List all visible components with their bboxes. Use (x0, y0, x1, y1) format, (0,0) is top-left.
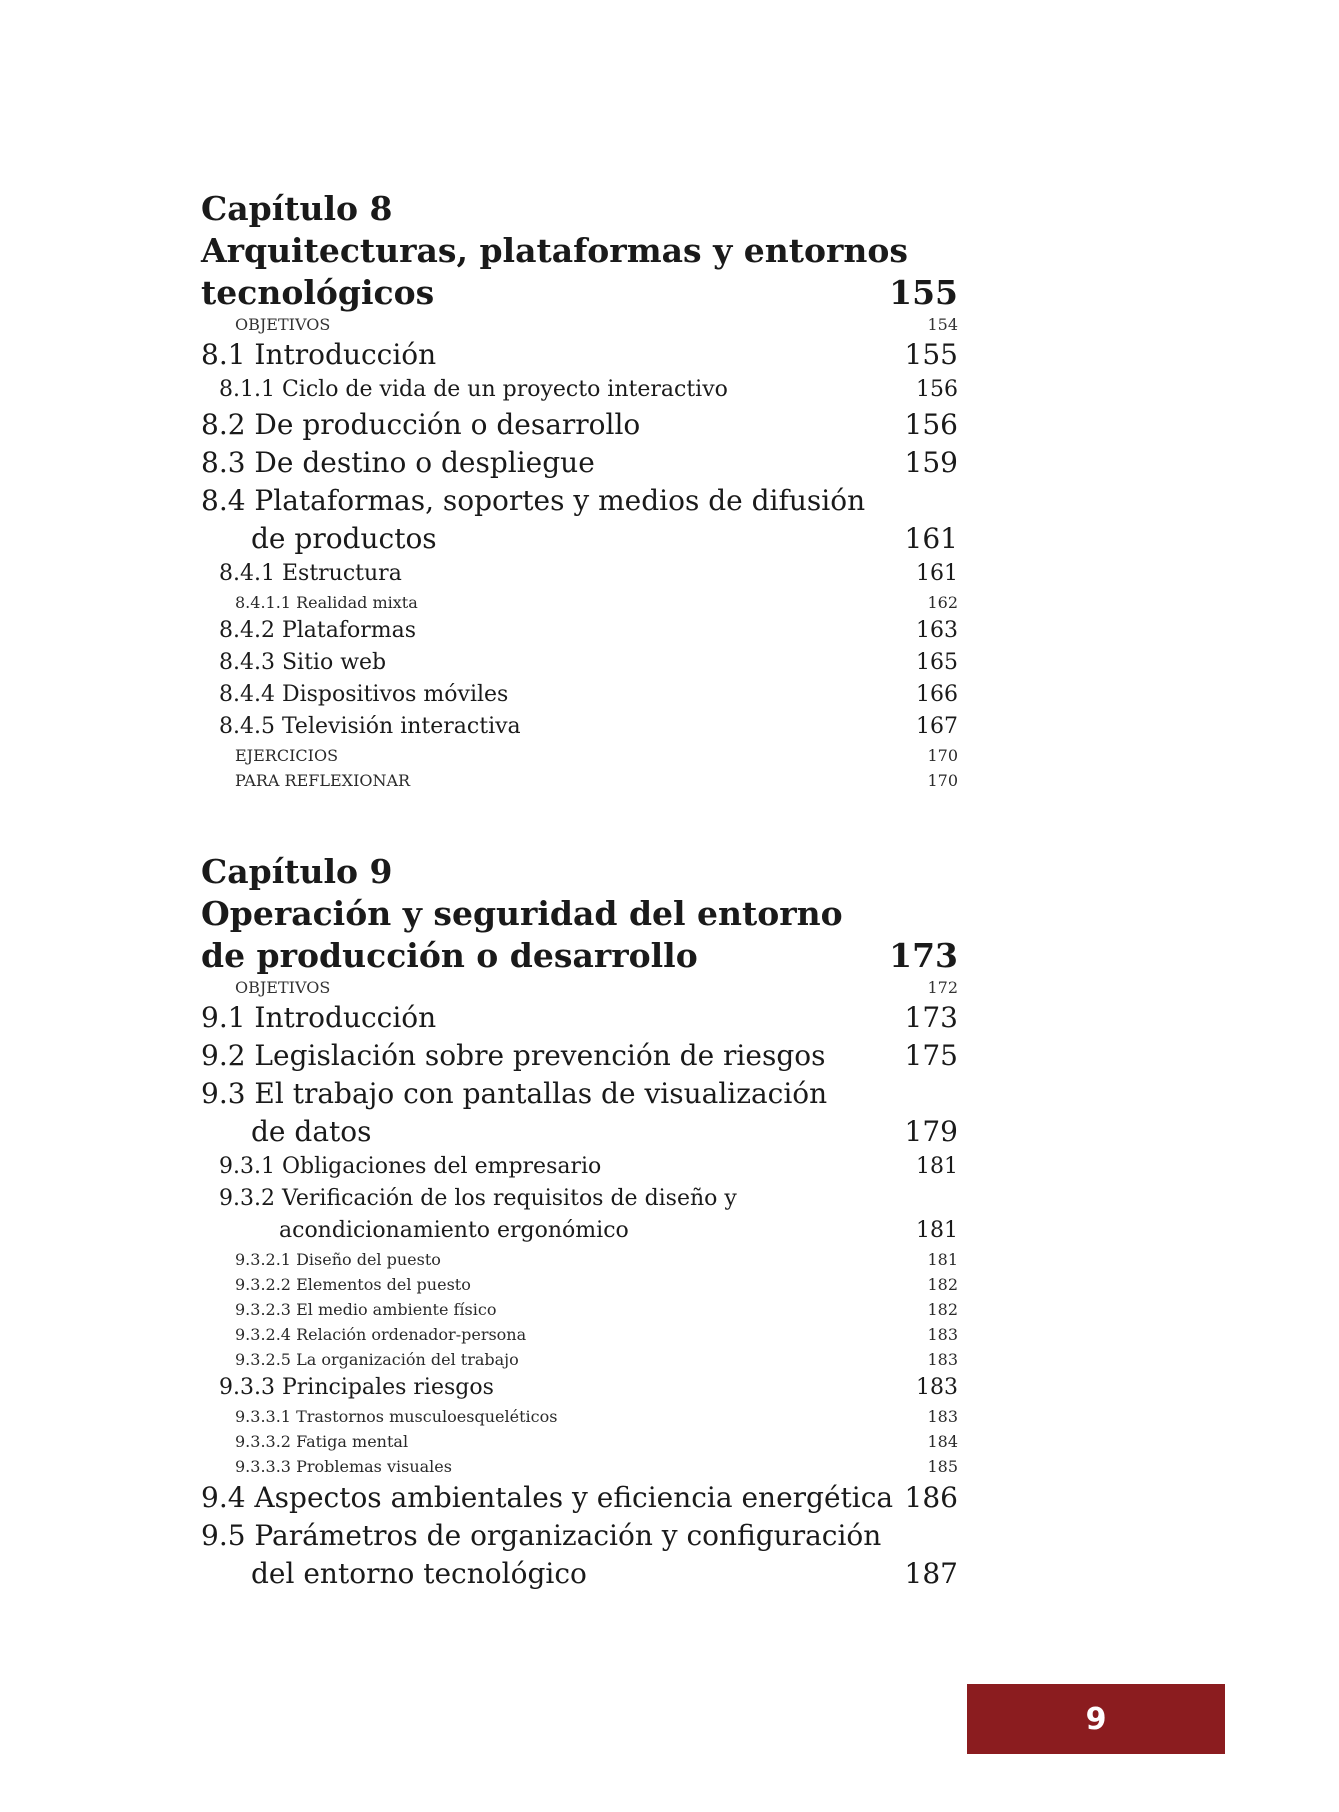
entry-title: 8.2 De producción o desarrollo (201, 408, 641, 441)
toc-entry[interactable] (201, 1247, 958, 1272)
entry-title: de productos (251, 522, 437, 555)
chapter-section (201, 188, 958, 793)
entry-title: 9.3.2.3 El medio ambiente físico (235, 1300, 497, 1319)
entry-page: 184 (927, 1432, 958, 1451)
toc-entry[interactable] (201, 999, 958, 1037)
chapter-label: Capítulo 8 (201, 189, 393, 228)
entry-page: 187 (904, 1557, 958, 1590)
entry-page: 183 (927, 1350, 958, 1369)
entry-title: del entorno tecnológico (251, 1557, 587, 1590)
entry-page: 181 (916, 1154, 958, 1179)
entry-page: 183 (916, 1375, 958, 1400)
entry-title: PARA REFLEXIONAR (235, 771, 411, 790)
entry-title: 9.3.2.2 Elementos del puesto (235, 1275, 471, 1294)
entry-title: de producción o desarrollo (201, 936, 698, 975)
entry-page: 175 (904, 1039, 958, 1072)
entry-title: 8.4.4 Dispositivos móviles (219, 682, 509, 707)
entry-page: 162 (927, 593, 958, 612)
toc-entry-line[interactable]: 9.3.2 Verificación de los requisitos de diseño y (219, 1186, 737, 1211)
entry-title: de datos (251, 1115, 372, 1148)
entry-page: 179 (904, 1115, 958, 1148)
chapter-label: Capítulo 9 (201, 852, 393, 891)
toc-entry[interactable] (201, 1151, 958, 1183)
toc-entry[interactable] (201, 1037, 958, 1075)
entry-title: 8.1.1 Ciclo de vida de un proyecto interactivo (219, 377, 728, 402)
toc-entry[interactable] (201, 1322, 958, 1347)
toc-entry[interactable] (201, 1215, 958, 1247)
toc-entry[interactable] (201, 520, 958, 558)
entry-page: 155 (904, 338, 958, 371)
toc-entry[interactable] (201, 1555, 958, 1593)
entry-title: 9.3.3.2 Fatiga mental (235, 1432, 409, 1451)
entry-page: 181 (916, 1218, 958, 1243)
entry-title: 8.4.5 Televisión interactiva (219, 714, 521, 739)
toc-entry[interactable] (201, 768, 958, 793)
entry-title: 9.3.2.1 Diseño del puesto (235, 1250, 441, 1269)
toc-entry[interactable] (201, 1113, 958, 1151)
page-number: 9 (1085, 1701, 1107, 1737)
entry-page: 155 (889, 273, 958, 312)
entry-page: 186 (904, 1481, 958, 1514)
entry-title: 8.1 Introducción (201, 338, 437, 371)
entry-page: 173 (904, 1001, 958, 1034)
entry-page: 161 (904, 522, 958, 555)
entry-page: 165 (916, 650, 958, 675)
toc-entry-line[interactable]: 9.3 El trabajo con pantallas de visualización (201, 1077, 828, 1110)
entry-title: acondicionamiento ergonómico (279, 1218, 629, 1243)
toc-entry[interactable] (201, 1372, 958, 1404)
entry-page: 167 (916, 714, 958, 739)
toc-entry[interactable] (201, 679, 958, 711)
entry-page: 182 (927, 1275, 958, 1294)
entry-page: 185 (927, 1457, 958, 1476)
table-of-contents (201, 188, 958, 1593)
toc-entry-line[interactable]: 8.4 Plataformas, soportes y medios de difusión (201, 484, 866, 517)
toc-entry[interactable] (201, 1297, 958, 1322)
entry-page: 154 (927, 315, 958, 334)
entry-page: 156 (916, 377, 958, 402)
toc-entry[interactable] (201, 558, 958, 590)
entry-title: 9.3.2.4 Relación ordenador-persona (235, 1325, 527, 1344)
entry-page: 173 (889, 936, 958, 975)
entry-title: EJERCICIOS (235, 746, 339, 765)
toc-entry[interactable] (201, 1429, 958, 1454)
entry-title: 8.4.3 Sitio web (219, 650, 387, 675)
entry-title: 9.3.2.5 La organización del trabajo (235, 1350, 519, 1369)
entry-title: 8.4.1 Estructura (219, 561, 402, 586)
entry-page: 170 (927, 771, 958, 790)
entry-page: 159 (904, 446, 958, 479)
entry-title: OBJETIVOS (235, 978, 331, 997)
toc-entry-line[interactable]: 9.5 Parámetros de organización y configuración (201, 1519, 882, 1552)
chapter-title-entry[interactable] (201, 935, 958, 977)
entry-title: 9.2 Legislación sobre prevención de riesgos (201, 1039, 826, 1072)
entry-page: 166 (916, 682, 958, 707)
entry-page: 163 (916, 618, 958, 643)
toc-entry[interactable] (201, 444, 958, 482)
objetivos-entry[interactable] (201, 977, 958, 999)
toc-entry[interactable] (201, 590, 958, 615)
toc-entry[interactable] (201, 1347, 958, 1372)
toc-entry[interactable] (201, 406, 958, 444)
entry-title: 9.3.3.1 Trastornos musculoesqueléticos (235, 1407, 558, 1426)
chapter-title: Arquitecturas, plataformas y entornos (201, 231, 908, 270)
toc-entry[interactable] (201, 374, 958, 406)
entry-title: 8.3 De destino o despliegue (201, 446, 595, 479)
toc-entry[interactable] (201, 1479, 958, 1517)
entry-page: 181 (927, 1250, 958, 1269)
chapter-title: Operación y seguridad del entorno (201, 894, 843, 933)
entry-page: 183 (927, 1325, 958, 1344)
entry-title: 9.3.1 Obligaciones del empresario (219, 1154, 602, 1179)
toc-entry[interactable] (201, 1454, 958, 1479)
entry-title: 8.4.1.1 Realidad mixta (235, 593, 418, 612)
entry-title: tecnológicos (201, 273, 435, 312)
toc-entry[interactable] (201, 615, 958, 647)
chapter-section (201, 851, 958, 1593)
entry-page: 182 (927, 1300, 958, 1319)
entry-title: 9.3.3.3 Problemas visuales (235, 1457, 452, 1476)
entry-page: 156 (904, 408, 958, 441)
chapter-title-entry[interactable] (201, 272, 958, 314)
objetivos-entry[interactable] (201, 314, 958, 336)
entry-title: 9.3.3 Principales riesgos (219, 1375, 494, 1400)
entry-title: 9.4 Aspectos ambientales y eficiencia energética (201, 1481, 894, 1514)
entry-page: 161 (916, 561, 958, 586)
toc-entry[interactable] (201, 336, 958, 374)
toc-entry[interactable] (201, 743, 958, 768)
entry-title: OBJETIVOS (235, 315, 331, 334)
entry-title: 9.1 Introducción (201, 1001, 437, 1034)
page-number-box (967, 1684, 1225, 1754)
entry-page: 170 (927, 746, 958, 765)
entry-page: 172 (927, 978, 958, 997)
toc-entry[interactable] (201, 711, 958, 743)
toc-entry[interactable] (201, 647, 958, 679)
toc-entry[interactable] (201, 1404, 958, 1429)
entry-page: 183 (927, 1407, 958, 1426)
toc-entry[interactable] (201, 1272, 958, 1297)
entry-title: 8.4.2 Plataformas (219, 618, 417, 643)
